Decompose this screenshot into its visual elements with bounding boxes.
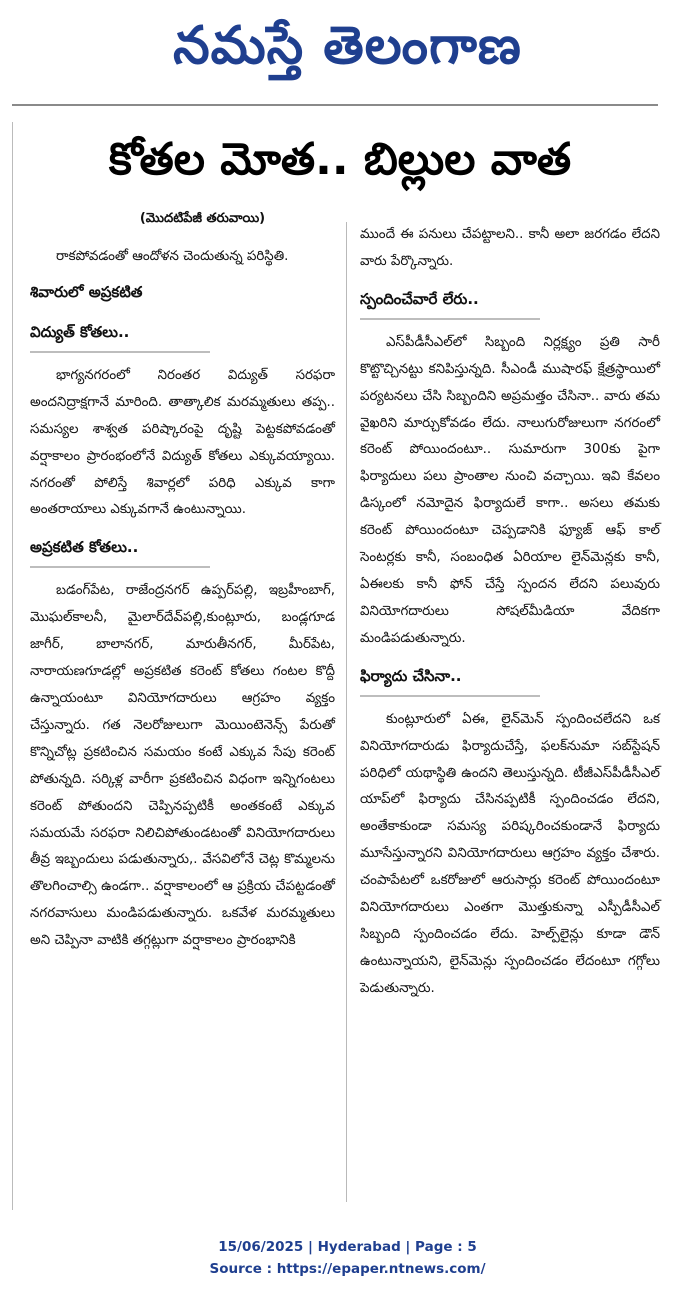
article-column-left — [30, 208, 335, 955]
continuation-note: (మొదటిపేజీ తరువాయి) — [139, 211, 266, 226]
page-left-border — [12, 122, 13, 1210]
paragraph: ముందే ఈ పనులు చేపట్టాలని.. కానీ అలా జరగడం లేదని వారు పేర్కొన్నారు. — [360, 227, 660, 269]
page-footer — [0, 1236, 695, 1280]
subheading-power-cuts: విద్యుత్ కోతలు.. — [30, 315, 210, 353]
paragraph: రాకపోవడంతో ఆందోళన చెందుతున్న పరిస్థితి. — [56, 249, 289, 264]
paragraph: బడంగ్‌పేట, రాజేంద్రనగర్ ఉప్పర్‌పల్లి, ఇబ్రహీంబాగ్, మొఘల్‌కాలనీ, మైలార్‌దేవ్‌పల్లి,కుంట్లూరు, బండ్లగూడ జాగీర్, బాలానగర్, మారుతీనగర్, మీర్‌పేట, నారాయణగూడల్లో అప్రకటిత కరెంట్ కోతలు గంటల కొద్దీ ఉన్నాయంటూ వినియోగదారులు ఆగ్రహం వ్యక్తం చేస్తున్నారు. గత నెలరోజులుగా మెయింటెనెన్స్ పేరుతో కొన్నిచోట్ల ప్రకటించిన సమయం కంటే ఎక్కువ సేపు కరెంట్ పోతున్నది. సర్కిళ్ల వారీగా ప్రకటించిన విధంగా ఇన్నిగంటలు కరెంట్ పోతుందని చెప్పినప్పటికీ అంతకంటే ఎక్కువ సమయమే సరఫరా నిలిచిపోతుండటంతో వినియోగదారులు తీవ్ర ఇబ్బందులు పడుతున్నారు,. వేసవిలోనే చెట్ల కొమ్మలను తొలగించాల్సి ఉండగా.. వర్షాకాలంలో ఆ ప్రక్రియ చేపట్టడంతో నగరవాసులు మండిపడుతున్నారు. ఒకవేళ మరమ్మతులు అని చెప్పినా వాటికి తగ్గట్లుగా వర్షాకాలం ప్రారంభానికి — [30, 583, 335, 949]
paragraph: కుంట్లూరులో ఏఈ, లైన్‌మెన్ స్పందించలేదని ఒక వినియోగదారుడు ఫిర్యాదుచేస్తే, ఫలక్‌నుమా సబ్‌స్టేషన్ పరిధిలో యథాస్థితి ఉందని తెలుస్తున్నది. టీజీఎస్‌పీడీసీఎల్ యాప్‌లో ఫిర్యాదు చేసినప్పటికీ స్పందించడం లేదని, అంతేకాకుండా సమస్య పరిష్కరించకుండానే ఫిర్యాదు మూసేస్తున్నారని వినియోగదారులు ఆగ్రహం వ్యక్తం చేశారు. చంపాపేటలో ఒకరోజులో ఆరుసార్లు కరెంట్ పోయిందంటూ వినియోగదారులు ఎంతగా మొత్తుకున్నా ఎస్పీడీసీఎల్ సిబ్బంది స్పందించడం లేదు. హెల్ప్‌లైన్లు కూడా డౌన్ ఉంటున్నాయని, లైన్‌మెన్లు స్పందించడం లేదంటూ గగ్గోలు పెడుతున్నారు. — [360, 711, 660, 996]
subheading-no-response: స్పందించేవారే లేరు.. — [360, 282, 540, 320]
subheading-outskirts: శివారులో అప్రకటిత — [30, 282, 143, 301]
paragraph: భాగ్యనగరంలో నిరంతర విద్యుత్ సరఫరా అందనిద్రాక్షగానే మారింది. తాత్కాలిక మరమ్మతులు తప్ప.. సమస్యల శాశ్వత పరిష్కారంపై దృష్టి పెట్టకపోవడంతో వర్షాకాలం ప్రారంభంలోనే విద్యుత్ కోతలు ఎక్కువయ్యాయి. నగరంతో పోలిస్తే శివార్లలో పరిధి ఎక్కువ కాగా అంతరాయాలు ఎక్కువగానే ఉంటున్నాయి. — [30, 367, 335, 518]
article-column-right — [360, 222, 660, 1003]
subheading-unannounced-cuts: అప్రకటిత కోతలు.. — [30, 530, 210, 568]
subheading-complaints: ఫిర్యాదు చేసినా.. — [360, 659, 540, 697]
column-divider — [346, 222, 347, 1202]
masthead-divider — [12, 104, 658, 106]
newspaper-masthead: నమస్తే తెలంగాణ — [173, 16, 522, 76]
edition-info: 15/06/2025 | Hyderabad | Page : 5 — [218, 1239, 477, 1255]
article-headline: కోతల మోత.. బిల్లుల వాత — [108, 134, 572, 185]
source-link[interactable]: Source : https://epaper.ntnews.com/ — [209, 1261, 486, 1277]
paragraph: ఎస్‌పీడీసీఎల్‌లో సిబ్బంది నిర్లక్ష్యం ప్రతి సారీ కొట్టొచ్చినట్టు కనిపిస్తున్నది. సీఎండీ ముషారఫ్ క్షేత్రస్థాయిలో పర్యటనలు చేసి సిబ్బందిని అప్రమత్తం చేసినా.. వారు తమ వైఖరిని మార్చుకోవడం లేదు. నాలుగురోజులుగా నగరంలో కరెంట్ పోయిందంటూ.. సుమారుగా 300కు పైగా ఫిర్యాదులు పలు ప్రాంతాల నుంచి వచ్చాయి. ఇవి కేవలం డిస్కంలో నమోదైన ఫిర్యాదులే కాగా.. అసలు తమకు కరెంట్ పోయిందంటూ చెప్పడానికి ఫ్యూజ్ ఆఫ్ కాల్ సెంటర్లకు కానీ, సంబంధిత ఏరియాల లైన్‌మెన్లకు కానీ, ఏఈలకు కానీ ఫోన్ చేస్తే స్పందన లేదని పలువురు వినియోగదారులు సోషల్‌మీడియా వేదికగా మండిపడుతున్నారు. — [360, 334, 660, 646]
